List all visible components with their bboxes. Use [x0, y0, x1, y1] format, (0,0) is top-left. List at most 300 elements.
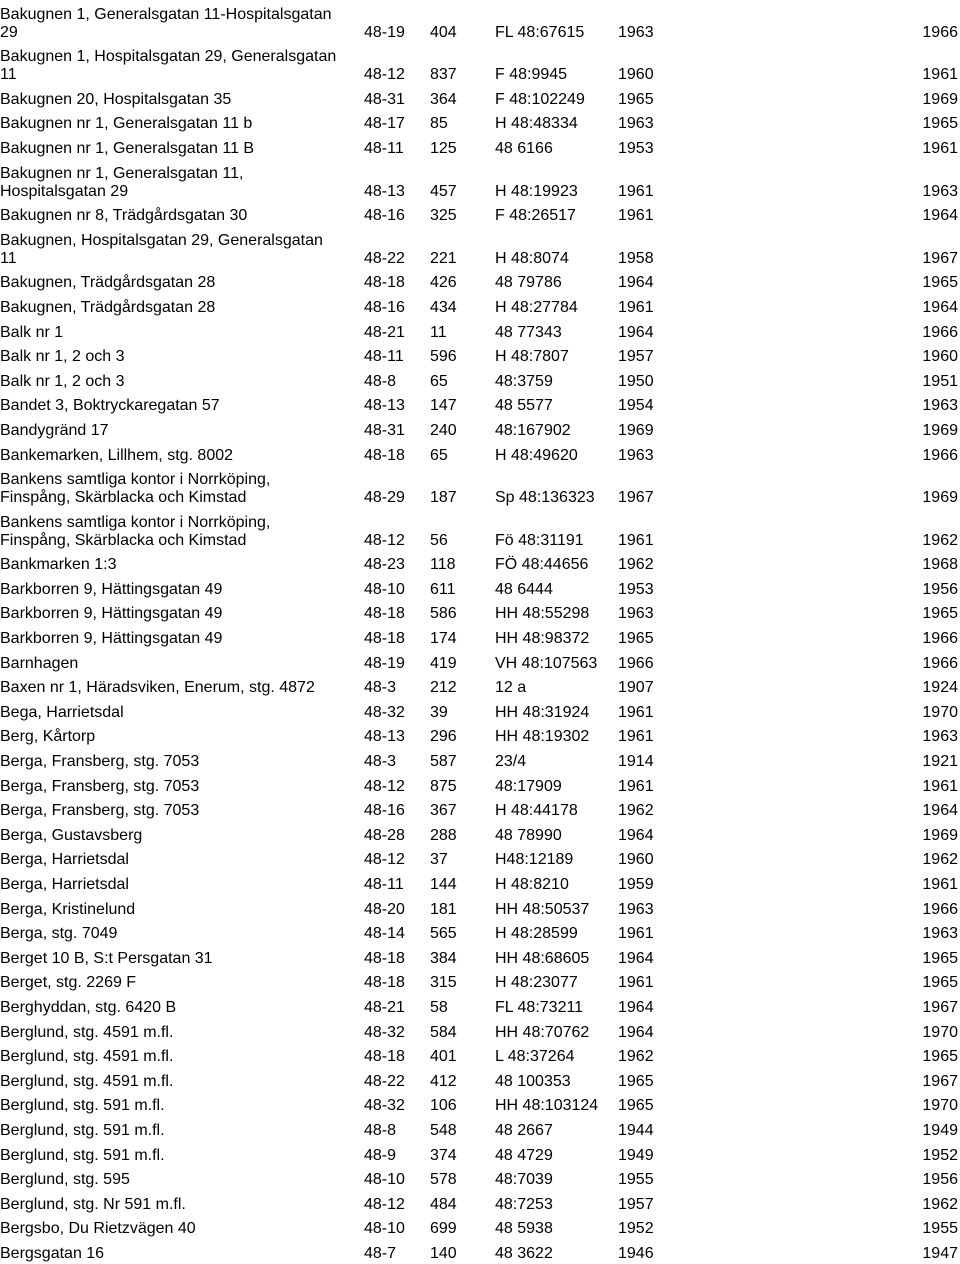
reference-cell: 48 4729: [495, 1146, 553, 1164]
table-row: [0, 772, 960, 797]
district-code-cell: 48-31: [364, 421, 405, 439]
end-year-cell: 1967: [922, 1072, 958, 1090]
reference-cell: H48:12189: [495, 851, 574, 869]
number-cell: 586: [430, 605, 457, 623]
start-year-cell: 1961: [618, 974, 654, 992]
number-cell: 315: [430, 974, 457, 992]
start-year-cell: 1960: [618, 66, 654, 84]
property-name-cell: Berglund, stg. 4591 m.fl.: [0, 1072, 174, 1090]
district-code-cell: 48-32: [364, 1023, 405, 1041]
table-row: [0, 920, 960, 945]
start-year-cell: 1969: [618, 421, 654, 439]
number-cell: 325: [430, 207, 457, 225]
property-name-cell: Bankmarken 1:3: [0, 556, 117, 574]
end-year-cell: 1967: [922, 998, 958, 1016]
table-row: [0, 343, 960, 368]
district-code-cell: 48-19: [364, 654, 405, 672]
number-cell: 699: [430, 1220, 457, 1238]
end-year-cell: 1962: [922, 1195, 958, 1213]
end-year-cell: 1966: [922, 654, 958, 672]
property-name-cell: Bakugnen 1, Generalsgatan 11-Hospitalsgatan 29: [0, 5, 332, 41]
number-cell: 65: [430, 372, 448, 390]
property-name-cell: Bakugnen nr 1, Generalsgatan 11 b: [0, 115, 253, 133]
start-year-cell: 1952: [618, 1220, 654, 1238]
end-year-cell: 1969: [922, 421, 958, 439]
start-year-cell: 1965: [618, 630, 654, 648]
table-row: [0, 821, 960, 846]
table-row: [0, 870, 960, 895]
table-row: [0, 367, 960, 392]
start-year-cell: 1962: [618, 802, 654, 820]
end-year-cell: 1960: [922, 348, 958, 366]
table-row: [0, 747, 960, 772]
reference-cell: 48:7039: [495, 1171, 553, 1189]
reference-cell: HH 48:70762: [495, 1023, 590, 1041]
reference-cell: VH 48:107563: [495, 654, 598, 672]
end-year-cell: 1956: [922, 580, 958, 598]
reference-cell: HH 48:103124: [495, 1097, 599, 1115]
start-year-cell: 1961: [618, 728, 654, 746]
number-cell: 457: [430, 182, 457, 200]
property-name-cell: Baxen nr 1, Häradsviken, Enerum, stg. 4872: [0, 679, 315, 697]
end-year-cell: 1963: [922, 397, 958, 415]
reference-cell: H 48:19923: [495, 182, 578, 200]
district-code-cell: 48-13: [364, 397, 405, 415]
table-row: [0, 1067, 960, 1092]
number-cell: 548: [430, 1121, 457, 1139]
number-cell: 364: [430, 90, 457, 108]
number-cell: 419: [430, 654, 457, 672]
end-year-cell: 1964: [922, 207, 958, 225]
start-year-cell: 1946: [618, 1244, 654, 1262]
property-name-cell: Bandygränd 17: [0, 421, 109, 439]
table-row: [0, 226, 960, 269]
table-row: [0, 134, 960, 159]
end-year-cell: 1962: [922, 531, 958, 549]
end-year-cell: 1955: [922, 1220, 958, 1238]
property-name-cell: Barkborren 9, Hättingsgatan 49: [0, 605, 223, 623]
start-year-cell: 1961: [618, 777, 654, 795]
district-code-cell: 48-32: [364, 703, 405, 721]
table-row: [0, 269, 960, 294]
district-code-cell: 48-28: [364, 826, 405, 844]
district-code-cell: 48-18: [364, 949, 405, 967]
property-name-cell: Bakugnen, Hospitalsgatan 29, Generalsgatan 11: [0, 231, 323, 267]
start-year-cell: 1962: [618, 1048, 654, 1066]
property-name-cell: Berga, Gustavsberg: [0, 826, 143, 844]
number-cell: 837: [430, 66, 457, 84]
reference-cell: 48 6166: [495, 139, 553, 157]
end-year-cell: 1964: [922, 802, 958, 820]
table-row: [0, 0, 960, 43]
start-year-cell: 1907: [618, 679, 654, 697]
property-name-cell: Barkborren 9, Hättingsgatan 49: [0, 580, 223, 598]
end-year-cell: 1963: [922, 925, 958, 943]
end-year-cell: 1962: [922, 851, 958, 869]
property-name-cell: Berghyddan, stg. 6420 B: [0, 998, 177, 1016]
number-cell: 37: [430, 851, 448, 869]
start-year-cell: 1967: [618, 489, 654, 507]
district-code-cell: 48-19: [364, 23, 405, 41]
start-year-cell: 1954: [618, 397, 654, 415]
table-row: [0, 600, 960, 625]
district-code-cell: 48-3: [364, 679, 397, 697]
number-cell: 384: [430, 949, 457, 967]
property-name-cell: Berglund, stg. 4591 m.fl.: [0, 1023, 174, 1041]
property-name-cell: Barkborren 9, Hättingsgatan 49: [0, 630, 223, 648]
table-row: [0, 895, 960, 920]
start-year-cell: 1960: [618, 851, 654, 869]
number-cell: 187: [430, 489, 457, 507]
reference-cell: H 48:7807: [495, 348, 569, 366]
number-cell: 140: [430, 1244, 457, 1262]
district-code-cell: 48-14: [364, 925, 405, 943]
start-year-cell: 1961: [618, 531, 654, 549]
district-code-cell: 48-12: [364, 66, 405, 84]
number-cell: 611: [430, 580, 456, 598]
reference-cell: Sp 48:136323: [495, 489, 595, 507]
end-year-cell: 1969: [922, 489, 958, 507]
reference-cell: 48:7253: [495, 1195, 553, 1213]
number-cell: 404: [430, 23, 457, 41]
start-year-cell: 1964: [618, 826, 654, 844]
start-year-cell: 1963: [618, 605, 654, 623]
district-code-cell: 48-18: [364, 630, 405, 648]
district-code-cell: 48-10: [364, 1220, 405, 1238]
property-name-cell: Berglund, stg. 591 m.fl.: [0, 1097, 165, 1115]
property-name-cell: Berga, Harrietsdal: [0, 851, 129, 869]
table-row: [0, 43, 960, 86]
end-year-cell: 1965: [922, 274, 958, 292]
property-name-cell: Bandet 3, Boktryckaregatan 57: [0, 397, 220, 415]
district-code-cell: 48-18: [364, 446, 405, 464]
property-name-cell: Bakugnen 20, Hospitalsgatan 35: [0, 90, 232, 108]
start-year-cell: 1963: [618, 23, 654, 41]
district-code-cell: 48-13: [364, 728, 405, 746]
reference-cell: 48:17909: [495, 777, 562, 795]
reference-cell: FL 48:73211: [495, 998, 584, 1016]
table-row: [0, 392, 960, 417]
end-year-cell: 1961: [922, 777, 958, 795]
table-row: [0, 441, 960, 466]
property-name-cell: Balk nr 1: [0, 323, 64, 341]
property-name-cell: Berga, Fransberg, stg. 7053: [0, 777, 200, 795]
start-year-cell: 1964: [618, 323, 654, 341]
property-name-cell: Balk nr 1, 2 och 3: [0, 372, 125, 390]
number-cell: 240: [430, 421, 457, 439]
district-code-cell: 48-12: [364, 777, 405, 795]
table-row: [0, 649, 960, 674]
number-cell: 565: [430, 925, 457, 943]
district-code-cell: 48-18: [364, 274, 405, 292]
district-code-cell: 48-10: [364, 1171, 405, 1189]
end-year-cell: 1970: [922, 1023, 958, 1041]
table-row: [0, 1215, 960, 1240]
number-cell: 221: [430, 249, 457, 267]
property-name-cell: Bakugnen, Trädgårdsgatan 28: [0, 274, 216, 292]
number-cell: 587: [430, 753, 457, 771]
start-year-cell: 1961: [618, 207, 654, 225]
district-code-cell: 48-18: [364, 974, 405, 992]
table-row: [0, 624, 960, 649]
table-row: [0, 698, 960, 723]
start-year-cell: 1961: [618, 298, 654, 316]
table-row: [0, 944, 960, 969]
start-year-cell: 1964: [618, 1023, 654, 1041]
end-year-cell: 1961: [922, 876, 958, 893]
number-cell: 106: [430, 1097, 457, 1115]
start-year-cell: 1964: [618, 949, 654, 967]
table-row: [0, 1116, 960, 1141]
number-cell: 401: [430, 1048, 457, 1066]
reference-cell: 48:3759: [495, 372, 553, 390]
property-name-cell: Berglund, stg. 4591 m.fl.: [0, 1048, 174, 1066]
reference-cell: HH 48:98372: [495, 630, 590, 648]
start-year-cell: 1961: [618, 703, 654, 721]
property-name-cell: Berglund, stg. 595: [0, 1171, 130, 1189]
table-row: [0, 318, 960, 343]
table-row: [0, 1043, 960, 1068]
district-code-cell: 48-18: [364, 605, 405, 623]
district-code-cell: 48-12: [364, 1195, 405, 1213]
district-code-cell: 48-20: [364, 900, 405, 918]
reference-cell: 48:167902: [495, 421, 571, 439]
start-year-cell: 1964: [618, 998, 654, 1016]
reference-cell: F 48:9945: [495, 66, 568, 84]
number-cell: 118: [430, 556, 456, 574]
property-name-cell: Berglund, stg. Nr 591 m.fl.: [0, 1195, 186, 1213]
district-code-cell: 48-7: [364, 1244, 397, 1262]
start-year-cell: 1957: [618, 348, 654, 366]
start-year-cell: 1958: [618, 249, 654, 267]
end-year-cell: 1964: [922, 298, 958, 316]
reference-cell: F 48:102249: [495, 90, 585, 108]
property-name-cell: Bakugnen nr 1, Generalsgatan 11, Hospitalsgatan 29: [0, 164, 244, 200]
property-name-cell: Barnhagen: [0, 654, 79, 672]
number-cell: 412: [430, 1072, 457, 1090]
number-cell: 181: [430, 900, 457, 918]
reference-cell: HH 48:31924: [495, 703, 590, 721]
number-cell: 484: [430, 1195, 457, 1213]
property-name-cell: Berga, Fransberg, stg. 7053: [0, 753, 200, 771]
district-code-cell: 48-10: [364, 580, 405, 598]
end-year-cell: 1970: [922, 1097, 958, 1115]
property-name-cell: Balk nr 1, 2 och 3: [0, 348, 125, 366]
start-year-cell: 1962: [618, 556, 654, 574]
number-cell: 125: [430, 139, 457, 157]
reference-cell: L 48:37264: [495, 1048, 575, 1066]
end-year-cell: 1965: [922, 605, 958, 623]
property-name-cell: Berglund, stg. 591 m.fl.: [0, 1146, 165, 1164]
number-cell: 584: [430, 1023, 457, 1041]
table-row: [0, 1092, 960, 1117]
reference-cell: 48 77343: [495, 323, 562, 341]
property-name-cell: Bankens samtliga kontor i Norrköping, Finspång, Skärblacka och Kimstad: [0, 471, 271, 507]
reference-cell: Fö 48:31191: [495, 531, 584, 549]
reference-cell: H 48:48334: [495, 115, 578, 133]
table-row: [0, 846, 960, 871]
district-code-cell: 48-21: [364, 998, 405, 1016]
start-year-cell: 1964: [618, 274, 654, 292]
table-row: [0, 466, 960, 509]
end-year-cell: 1966: [922, 323, 958, 341]
district-code-cell: 48-8: [364, 1121, 397, 1139]
end-year-cell: 1951: [922, 372, 958, 390]
start-year-cell: 1914: [618, 753, 654, 771]
number-cell: 296: [430, 728, 457, 746]
start-year-cell: 1949: [618, 1146, 654, 1164]
end-year-cell: 1967: [922, 249, 958, 267]
end-year-cell: 1956: [922, 1171, 958, 1189]
table-row: [0, 85, 960, 110]
district-code-cell: 48-22: [364, 249, 405, 267]
end-year-cell: 1924: [922, 679, 958, 697]
reference-cell: 48 79786: [495, 274, 562, 292]
start-year-cell: 1963: [618, 446, 654, 464]
table-row: [0, 416, 960, 441]
number-cell: 147: [430, 397, 457, 415]
district-code-cell: 48-12: [364, 851, 405, 869]
number-cell: 578: [430, 1171, 457, 1189]
table-row: [0, 1018, 960, 1043]
property-name-cell: Bega, Harrietsdal: [0, 703, 124, 721]
start-year-cell: 1961: [618, 182, 654, 200]
end-year-cell: 1947: [922, 1244, 958, 1262]
district-code-cell: 48-31: [364, 90, 405, 108]
start-year-cell: 1957: [618, 1195, 654, 1213]
district-code-cell: 48-16: [364, 298, 405, 316]
end-year-cell: 1965: [922, 949, 958, 967]
start-year-cell: 1953: [618, 139, 654, 157]
reference-cell: H 48:8210: [495, 876, 569, 893]
number-cell: 85: [430, 115, 448, 133]
district-code-cell: 48-8: [364, 372, 397, 390]
reference-cell: HH 48:68605: [495, 949, 590, 967]
start-year-cell: 1953: [618, 580, 654, 598]
start-year-cell: 1965: [618, 1072, 654, 1090]
table-row: [0, 1239, 960, 1264]
district-code-cell: 48-17: [364, 115, 405, 133]
property-name-cell: Bakugnen nr 8, Trädgårdsgatan 30: [0, 207, 248, 225]
reference-cell: H 48:27784: [495, 298, 578, 316]
number-cell: 434: [430, 298, 457, 316]
property-name-cell: Bankens samtliga kontor i Norrköping, Finspång, Skärblacka och Kimstad: [0, 513, 271, 549]
end-year-cell: 1961: [922, 139, 958, 157]
number-cell: 367: [430, 802, 457, 820]
property-name-cell: Berga, Fransberg, stg. 7053: [0, 802, 200, 820]
number-cell: 426: [430, 274, 457, 292]
reference-cell: 48 6444: [495, 580, 553, 598]
property-name-cell: Berga, stg. 7049: [0, 925, 118, 943]
reference-cell: FL 48:67615: [495, 23, 585, 41]
number-cell: 875: [430, 777, 457, 795]
property-name-cell: Bakugnen, Trädgårdsgatan 28: [0, 298, 216, 316]
district-code-cell: 48-16: [364, 207, 405, 225]
district-code-cell: 48-11: [364, 876, 404, 893]
table-row: [0, 110, 960, 135]
number-cell: 58: [430, 998, 448, 1016]
end-year-cell: 1969: [922, 90, 958, 108]
start-year-cell: 1965: [618, 1097, 654, 1115]
district-code-cell: 48-11: [364, 348, 404, 366]
number-cell: 374: [430, 1146, 457, 1164]
reference-cell: H 48:8074: [495, 249, 569, 267]
table-row: [0, 551, 960, 576]
district-code-cell: 48-22: [364, 1072, 405, 1090]
start-year-cell: 1944: [618, 1121, 654, 1139]
table-row: [0, 508, 960, 551]
number-cell: 212: [430, 679, 457, 697]
district-code-cell: 48-16: [364, 802, 405, 820]
table-row: [0, 293, 960, 318]
property-name-cell: Bergsbo, Du Rietzvägen 40: [0, 1220, 196, 1238]
end-year-cell: 1965: [922, 115, 958, 133]
end-year-cell: 1952: [922, 1146, 958, 1164]
table-row: [0, 797, 960, 822]
end-year-cell: 1949: [922, 1121, 958, 1139]
reference-cell: H 48:44178: [495, 802, 578, 820]
start-year-cell: 1950: [618, 372, 654, 390]
reference-cell: 48 5938: [495, 1220, 553, 1238]
reference-cell: 48 2667: [495, 1121, 553, 1139]
reference-cell: HH 48:19302: [495, 728, 590, 746]
district-code-cell: 48-32: [364, 1097, 405, 1115]
end-year-cell: 1969: [922, 826, 958, 844]
reference-cell: 23/4: [495, 753, 527, 771]
reference-cell: 48 5577: [495, 397, 553, 415]
end-year-cell: 1966: [922, 23, 958, 41]
number-cell: 39: [430, 703, 448, 721]
district-code-cell: 48-18: [364, 1048, 405, 1066]
table-row: [0, 202, 960, 227]
end-year-cell: 1963: [922, 728, 958, 746]
start-year-cell: 1961: [618, 925, 654, 943]
district-code-cell: 48-23: [364, 556, 405, 574]
property-name-cell: Bakugnen 1, Hospitalsgatan 29, Generalsgatan 11: [0, 48, 337, 84]
district-code-cell: 48-9: [364, 1146, 397, 1164]
reference-cell: 12 a: [495, 679, 527, 697]
reference-cell: H 48:49620: [495, 446, 578, 464]
end-year-cell: 1965: [922, 974, 958, 992]
table-row: [0, 575, 960, 600]
reference-cell: 48 3622: [495, 1244, 553, 1262]
number-cell: 65: [430, 446, 448, 464]
district-code-cell: 48-29: [364, 489, 405, 507]
property-name-cell: Berglund, stg. 591 m.fl.: [0, 1121, 165, 1139]
start-year-cell: 1963: [618, 900, 654, 918]
district-code-cell: 48-11: [364, 139, 404, 157]
reference-cell: HH 48:50537: [495, 900, 590, 918]
end-year-cell: 1966: [922, 630, 958, 648]
end-year-cell: 1961: [922, 66, 958, 84]
table-row: [0, 1166, 960, 1191]
reference-cell: H 48:23077: [495, 974, 578, 992]
table-row: [0, 159, 960, 202]
reference-cell: HH 48:55298: [495, 605, 590, 623]
end-year-cell: 1966: [922, 900, 958, 918]
property-name-cell: Berget 10 B, S:t Persgatan 31: [0, 949, 213, 967]
property-name-cell: Berget, stg. 2269 F: [0, 974, 137, 992]
table-row: [0, 1190, 960, 1215]
start-year-cell: 1965: [618, 90, 654, 108]
end-year-cell: 1970: [922, 703, 958, 721]
number-cell: 144: [430, 876, 457, 893]
table-row: [0, 969, 960, 994]
property-name-cell: Berg, Kårtorp: [0, 728, 96, 746]
number-cell: 288: [430, 826, 457, 844]
end-year-cell: 1968: [922, 556, 958, 574]
district-code-cell: 48-21: [364, 323, 405, 341]
